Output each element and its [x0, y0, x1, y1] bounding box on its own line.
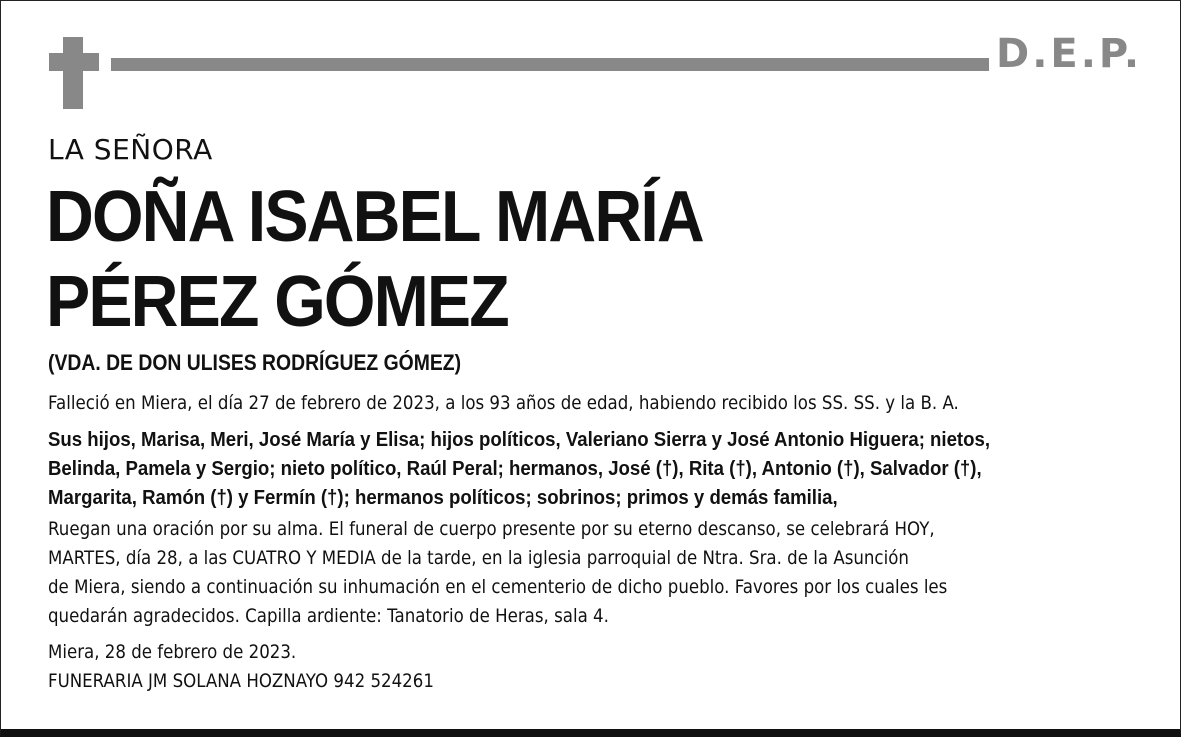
title-prefix: LA SEÑORA	[48, 133, 213, 166]
dep-label: D.E.P.	[996, 31, 1143, 77]
service-line: de Miera, siendo a continuación su inhumación en el cementerio de dicho pueblo. Favores por los cuales les	[48, 576, 948, 598]
service-line: quedarán agradecidos. Capilla ardiente: Tanatorio de Heras, sala 4.	[48, 605, 609, 627]
header-rule	[111, 58, 989, 71]
place-date: Miera, 28 de febrero de 2023.	[48, 641, 297, 663]
family-line: Margarita, Ramón (†) y Fermín (†); hermanos políticos; sobrinos; primos y demás familia,	[48, 487, 838, 509]
family-line: Belinda, Pamela y Sergio; nieto político, Raúl Peral; hermanos, José (†), Rita (†), Antonio (†), Salvador (†),	[48, 458, 982, 480]
deceased-name-line1: DOÑA ISABEL MARÍA	[46, 177, 703, 257]
service-line: Ruegan una oración por su alma. El funeral de cuerpo presente por su eterno descanso, se celebrará HOY,	[48, 518, 935, 540]
deceased-name-line2: PÉREZ GÓMEZ	[46, 262, 508, 342]
cross-icon-arm	[49, 53, 99, 71]
widow-of: (VDA. DE DON ULISES RODRÍGUEZ GÓMEZ)	[48, 350, 462, 375]
family-line: Sus hijos, Marisa, Meri, José María y Elisa; hijos políticos, Valeriano Sierra y José Antonio Higuera; nietos,	[48, 429, 991, 451]
funeral-home: FUNERARIA JM SOLANA HOZNAYO 942 524261	[48, 670, 434, 692]
service-line: MARTES, día 28, a las CUATRO Y MEDIA de la tarde, en la iglesia parroquial de Ntra. Sra. de la Asunción	[48, 547, 909, 569]
cross-icon	[63, 37, 83, 109]
death-info: Falleció en Miera, el día 27 de febrero de 2023, a los 93 años de edad, habiendo recibido los SS. SS. y la B. A.	[48, 392, 959, 414]
